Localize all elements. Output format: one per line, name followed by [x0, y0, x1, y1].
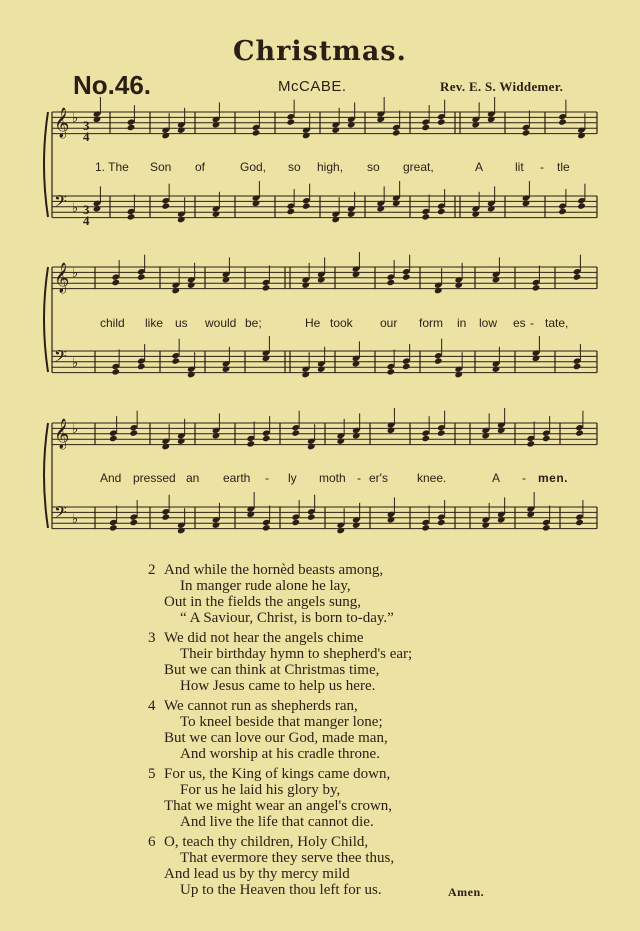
note-head [421, 435, 430, 442]
lyric: took [330, 316, 353, 330]
note-head [129, 429, 138, 436]
note-head [212, 211, 221, 218]
lyric: men. [538, 471, 569, 485]
note-head [481, 522, 490, 529]
time-signature-treble-bottom: 4 [83, 129, 90, 144]
bass-clef-icon: 𝄢 [54, 502, 67, 526]
note-head [317, 366, 326, 373]
verse-line: And while the hornèd beasts among, [164, 562, 384, 578]
note-head [542, 435, 551, 442]
lyric: - [357, 471, 361, 485]
lyric: - [540, 160, 544, 174]
note-head [187, 371, 196, 378]
note-head [421, 524, 430, 531]
lyric: moth [319, 471, 346, 485]
verse-line: But we can think at Christmas time, [164, 662, 380, 678]
note-head [492, 276, 501, 283]
lyrics-system-1 [95, 160, 585, 176]
note-head [497, 516, 506, 523]
verse-number: 6 [148, 834, 156, 850]
system-brace [44, 112, 48, 217]
system-brace [44, 423, 48, 528]
note-head [177, 438, 186, 445]
verse-line: And live the life that cannot die. [180, 814, 374, 830]
note-head [532, 284, 541, 291]
amen: Amen. [448, 885, 485, 899]
note-head [402, 273, 411, 280]
note-head [421, 124, 430, 131]
key-signature-flat: ♭ [72, 111, 79, 126]
verse-line: Their birthday hymn to shepherd's ear; [180, 646, 413, 662]
note-head [252, 129, 261, 136]
note-head [161, 132, 170, 139]
note-head [137, 363, 146, 370]
verse-line: That evermore they serve thee thus, [180, 850, 395, 866]
note-head [471, 121, 480, 128]
note-head [437, 118, 446, 125]
note-head [532, 355, 541, 362]
lyric: tle [557, 160, 570, 174]
note-head [127, 124, 136, 131]
verse-number: 4 [148, 698, 156, 714]
verse-line: How Jesus came to help us here. [180, 678, 376, 694]
note-head [212, 121, 221, 128]
note-head [522, 129, 531, 136]
note-head [437, 429, 446, 436]
bass-clef-icon: 𝄢 [54, 346, 67, 370]
lyric: - [530, 316, 534, 330]
note-head [331, 127, 340, 134]
note-head [111, 279, 120, 286]
lyric: A [475, 160, 484, 174]
note-head [331, 216, 340, 223]
note-head [291, 519, 300, 526]
time-signature-bass-top: 3 [83, 202, 90, 217]
note-head [434, 357, 443, 364]
note-head [171, 287, 180, 294]
note-head [573, 273, 582, 280]
lyric: high, [317, 160, 344, 174]
note-head [573, 363, 582, 370]
key-signature-flat: ♭ [72, 201, 79, 216]
note-head [352, 522, 361, 529]
note-head [481, 432, 490, 439]
key-signature-flat: ♭ [72, 512, 79, 527]
note-head [437, 519, 446, 526]
note-head [387, 427, 396, 434]
note-head [347, 121, 356, 128]
note-head [575, 519, 584, 526]
note-head [421, 213, 430, 220]
treble-clef-icon: 𝄞 [54, 108, 70, 138]
time-signature-treble-top: 3 [83, 118, 90, 133]
note-head [454, 371, 463, 378]
verse-number: 3 [148, 630, 156, 646]
lyric: us [175, 316, 188, 330]
lyric: God, [240, 160, 267, 174]
note-head [302, 202, 311, 209]
note-head [246, 440, 255, 447]
note-head [161, 202, 170, 209]
lyric: so [288, 160, 301, 174]
lyric: in [457, 316, 467, 330]
hymn-number: No.46. [73, 70, 152, 100]
verse-line: We did not hear the angels chime [164, 630, 364, 646]
note-head [93, 116, 102, 123]
note-head [497, 427, 506, 434]
verse-line: That we might wear an angel's crown, [164, 798, 393, 814]
note-head [317, 276, 326, 283]
lyric: - [265, 471, 269, 485]
note-head [161, 443, 170, 450]
note-head [137, 273, 146, 280]
page-title: Christmas. [233, 36, 407, 67]
lyric: tate, [545, 316, 569, 330]
note-head [222, 366, 231, 373]
note-head [376, 116, 385, 123]
lyric: low [479, 316, 498, 330]
lyric: lit [515, 160, 524, 174]
note-head [471, 211, 480, 218]
note-head [291, 429, 300, 436]
note-head [376, 205, 385, 212]
note-head [492, 366, 501, 373]
note-head [392, 200, 401, 207]
lyric: so [367, 160, 380, 174]
key-signature-flat: ♭ [72, 356, 79, 371]
note-head [161, 513, 170, 520]
note-head [212, 432, 221, 439]
note-head [262, 355, 271, 362]
time-signature-bass-bottom: 4 [83, 213, 90, 228]
note-head [522, 200, 531, 207]
lyric: And [100, 471, 122, 485]
note-head [526, 440, 535, 447]
note-head [558, 118, 567, 125]
note-head [575, 429, 584, 436]
note-head [577, 202, 586, 209]
note-head [347, 211, 356, 218]
lyrics-system-3 [95, 471, 585, 487]
note-head [177, 127, 186, 134]
note-head [177, 216, 186, 223]
note-head [392, 129, 401, 136]
note-head [302, 132, 311, 139]
verse-line: For us he laid his glory by, [180, 782, 341, 798]
note-head [212, 522, 221, 529]
note-head [542, 524, 551, 531]
key-signature-flat: ♭ [72, 266, 79, 281]
note-head [262, 284, 271, 291]
tune-name: McCABE. [278, 78, 347, 95]
lyric: like [145, 316, 164, 330]
lyric: A [492, 471, 501, 485]
verse-line: We cannot run as shepherds ran, [164, 698, 358, 714]
lyric: be; [245, 316, 262, 330]
treble-clef-icon: 𝄞 [54, 419, 70, 449]
note-head [307, 513, 316, 520]
note-head [558, 208, 567, 215]
verse-line: But we can love our God, made man, [164, 730, 388, 746]
verse-number: 2 [148, 562, 156, 578]
note-head [352, 432, 361, 439]
note-head [111, 368, 120, 375]
lyric: ly [288, 471, 297, 485]
note-head [286, 118, 295, 125]
note-head [222, 276, 231, 283]
note-head [577, 132, 586, 139]
lyric: er's [369, 471, 388, 485]
note-head [387, 516, 396, 523]
treble-clef-icon: 𝄞 [54, 263, 70, 293]
note-head [402, 363, 411, 370]
lyric: great, [403, 160, 434, 174]
lyric: 1. The [95, 160, 129, 174]
lyric: - [522, 471, 526, 485]
note-head [177, 527, 186, 534]
verse-number: 5 [148, 766, 156, 782]
bass-clef-icon: 𝄢 [54, 191, 67, 215]
note-head [487, 116, 496, 123]
note-head [352, 271, 361, 278]
note-head [262, 524, 271, 531]
note-head [437, 208, 446, 215]
lyric: He [305, 316, 321, 330]
note-head [487, 205, 496, 212]
lyric: pressed [133, 471, 176, 485]
note-head [301, 282, 310, 289]
note-head [286, 208, 295, 215]
verse-line: And lead us by thy mercy mild [164, 866, 350, 882]
verse-line: “ A Saviour, Christ, is born to-day.” [180, 610, 394, 626]
lyric: an [186, 471, 200, 485]
note-head [526, 511, 535, 518]
lyric: Son [150, 160, 172, 174]
note-head [129, 519, 138, 526]
verse-line: Out in the fields the angels sung, [164, 594, 362, 610]
note-head [386, 368, 395, 375]
note-head [301, 371, 310, 378]
note-head [171, 357, 180, 364]
note-head [352, 360, 361, 367]
note-head [336, 438, 345, 445]
note-head [109, 524, 118, 531]
verse-line: Up to the Heaven thou left for us. [180, 882, 382, 898]
note-head [109, 435, 118, 442]
note-head [93, 205, 102, 212]
note-head [336, 527, 345, 534]
note-head [307, 443, 316, 450]
verse-line: O, teach thy children, Holy Child, [164, 834, 369, 850]
note-head [127, 213, 136, 220]
note-head [187, 282, 196, 289]
lyric: form [419, 316, 443, 330]
system-brace [44, 267, 48, 372]
note-head [386, 279, 395, 286]
lyric: earth [223, 471, 251, 485]
note-head [246, 511, 255, 518]
author-credit: Rev. E. S. Widdemer. [440, 79, 564, 94]
lyric: es [513, 316, 526, 330]
lyric: knee. [417, 471, 447, 485]
key-signature-flat: ♭ [72, 422, 79, 437]
verse-line: To kneel beside that manger lone; [180, 714, 383, 730]
lyric: our [380, 316, 398, 330]
note-head [262, 435, 271, 442]
note-head [454, 282, 463, 289]
lyrics-system-2 [95, 316, 585, 332]
lyric: would [205, 316, 237, 330]
verse-line: For us, the King of kings came down, [164, 766, 391, 782]
lyric: child [100, 316, 125, 330]
verse-line: And worship at his cradle throne. [180, 746, 380, 762]
verse-line: In manger rude alone he lay, [180, 578, 351, 594]
note-head [434, 287, 443, 294]
lyric: of [195, 160, 206, 174]
note-head [252, 200, 261, 207]
